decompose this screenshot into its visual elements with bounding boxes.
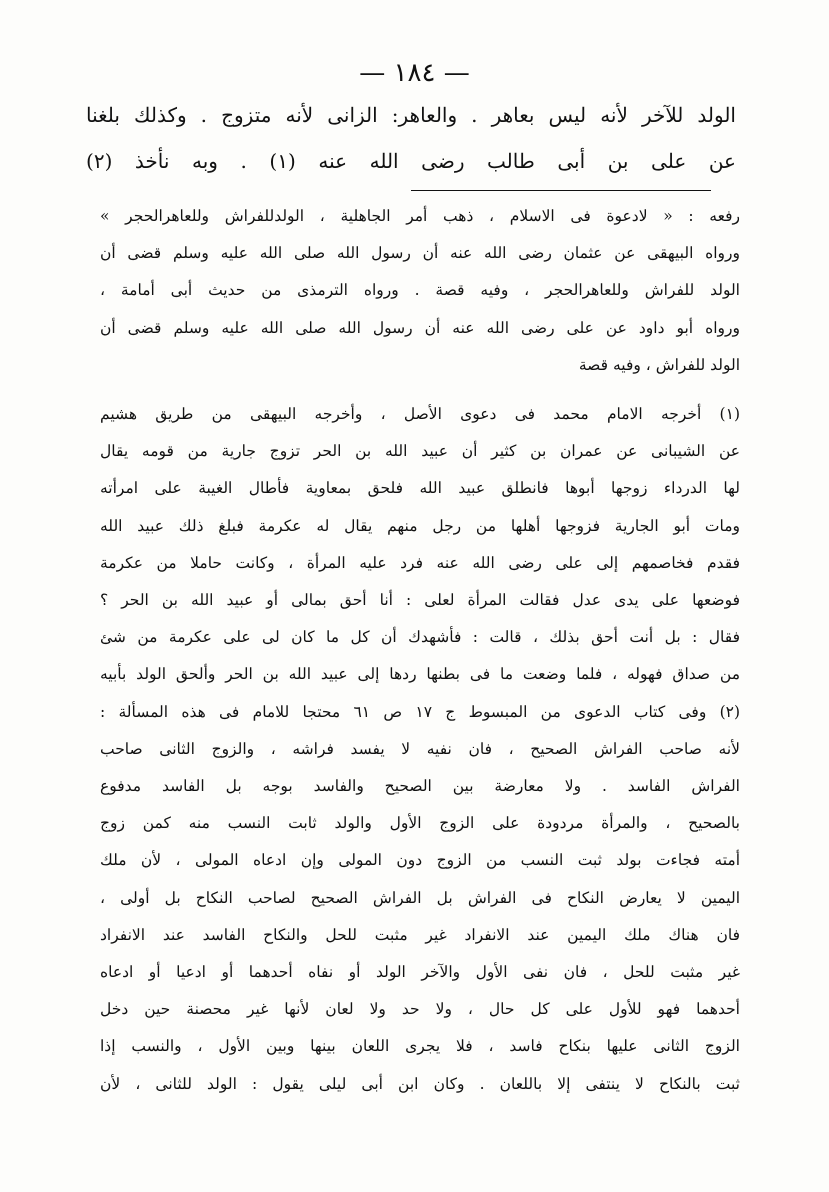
footnote-2-line: أحدهما فهو للأول على كل حال ، ولا حد ولا لعان لأنها غير محصنة حين دخل [100,1000,740,1019]
footnote-2-line: اليمين لا يعارض النكاح فى الفراش بل الفراش الصحيح لصاحب النكاح بل أولى ، [100,888,740,907]
footnote-1-line: (١) أخرجه الامام محمد فى دعوى الأصل ، وأخرجه البيهقى من طريق هشيم [100,405,740,424]
footnote-2-line: ثبت بالنكاح لا ينتفى إلا باللعان . وكان ابن أبى ليلى يقول : الولد للثانى ، لأن [100,1074,740,1093]
main-text-line: الولد للآخر لأنه ليس بعاهر . والعاهر: الزانى لأنه متزوج . وكذلك بلغنا [86,103,736,127]
footnote-gap [100,384,740,396]
footnote-2-line: الزوج الثانى عليها بنكاح فاسد ، فلا يجرى اللعان بينها وبين الأول ، والنسب إذا [100,1037,740,1056]
footnote-2-line: فان هناك ملك اليمين عند الانفراد غير مثبت للحل والنكاح الفاسد عند الانفراد [100,925,740,944]
footnote-1-line: فقدم فخاصمهم إلى على رضى الله عنه فرد عليه المرأة ، وكانت حاملا من عكرمة [100,553,740,572]
footnote-2-line: غير مثبت للحل ، فان نفى الأول والآخر الولد أو نفاه أحدهما أو ادعيا أو ادعاه [100,963,740,982]
footnote-2-line: بالصحيح ، والمرأة مردودة على الزوج الأول والولد ثابت النسب منه كمن زوج [100,814,740,833]
footnote-line: رفعه : « لادعوة فى الاسلام ، ذهب أمر الجاهلية ، الولدللفراش وللعاهرالحجر » [100,207,740,225]
main-text-line: عن على بن أبى طالب رضى الله عنه (١) . وبه نأخذ (٢) [86,149,736,173]
footnote-2-line: لأنه صاحب الفراش الصحيح ، فان نفيه لا يفسد فراشه ، والزوج الثانى صاحب [100,739,740,758]
footnote-1-line: ومات أبو الجارية فزوجها أهلها من رجل منهم يقال له عكرمة فبلغ ذلك عبيد الله [100,516,740,535]
footnote-line: ورواه أبو داود عن على رضى الله عنه أن رسول الله صلى الله عليه وسلم قضى أن [100,318,740,337]
footnotes [100,198,740,1103]
footnote-1-line: فقال : بل أنت أحق بذلك ، قالت : فأشهدك أن كل ما كان لى على عكرمة من شئ [100,628,740,647]
footnote-2-line: الفراش الفاسد . ولا معارضة بين الصحيح والفاسد بوجه بل الفاسد مدفوع [100,777,740,796]
footnote-line: الولد للفراش وللعاهرالحجر ، وفيه قصة . ورواه الترمذى من حديث أبى أمامة ، [100,281,740,300]
footnote-line: الولد للفراش ، وفيه قصة [578,355,740,374]
page-number: — ١٨٤ — [359,58,470,88]
footnote-1-line: لها الدرداء زوجها أبوها فانطلق عبيد الله فلحق بمعاوية فأطال الغيبة على امرأته [100,479,740,498]
footnote-2-line: (٢) وفى كتاب الدعوى من المبسوط ج ١٧ ص ٦١ محتجا للامام فى هذه المسألة : [100,702,740,721]
footnote-1-line: فوضعها على يدى عدل فقالت المرأة لعلى : أنا أحق بمالى أو عبيد الله بن الحر ؟ [100,591,740,610]
footnote-1-line: عن الشيبانى عن عمران بن كثير أن عبيد الله بن الحر تزوج جارية من قومه يقال [100,442,740,461]
main-text [86,92,736,184]
footnote-1-line: من صداق فهوله ، فلما وضعت ما فى بطنها ردها إلى عبيد الله بن الحر وألحق الولد بأبيه [100,665,740,684]
footnote-line: ورواه البيهقى عن عثمان رضى الله عنه أن رسول الله صلى الله عليه وسلم قضى أن [100,244,740,263]
footnote-separator [411,190,711,191]
footnote-2-line: أمته فجاءت بولد ثبت النسب من الزوج دون المولى وإن ادعاه المولى ، لأن ملك [100,851,740,870]
